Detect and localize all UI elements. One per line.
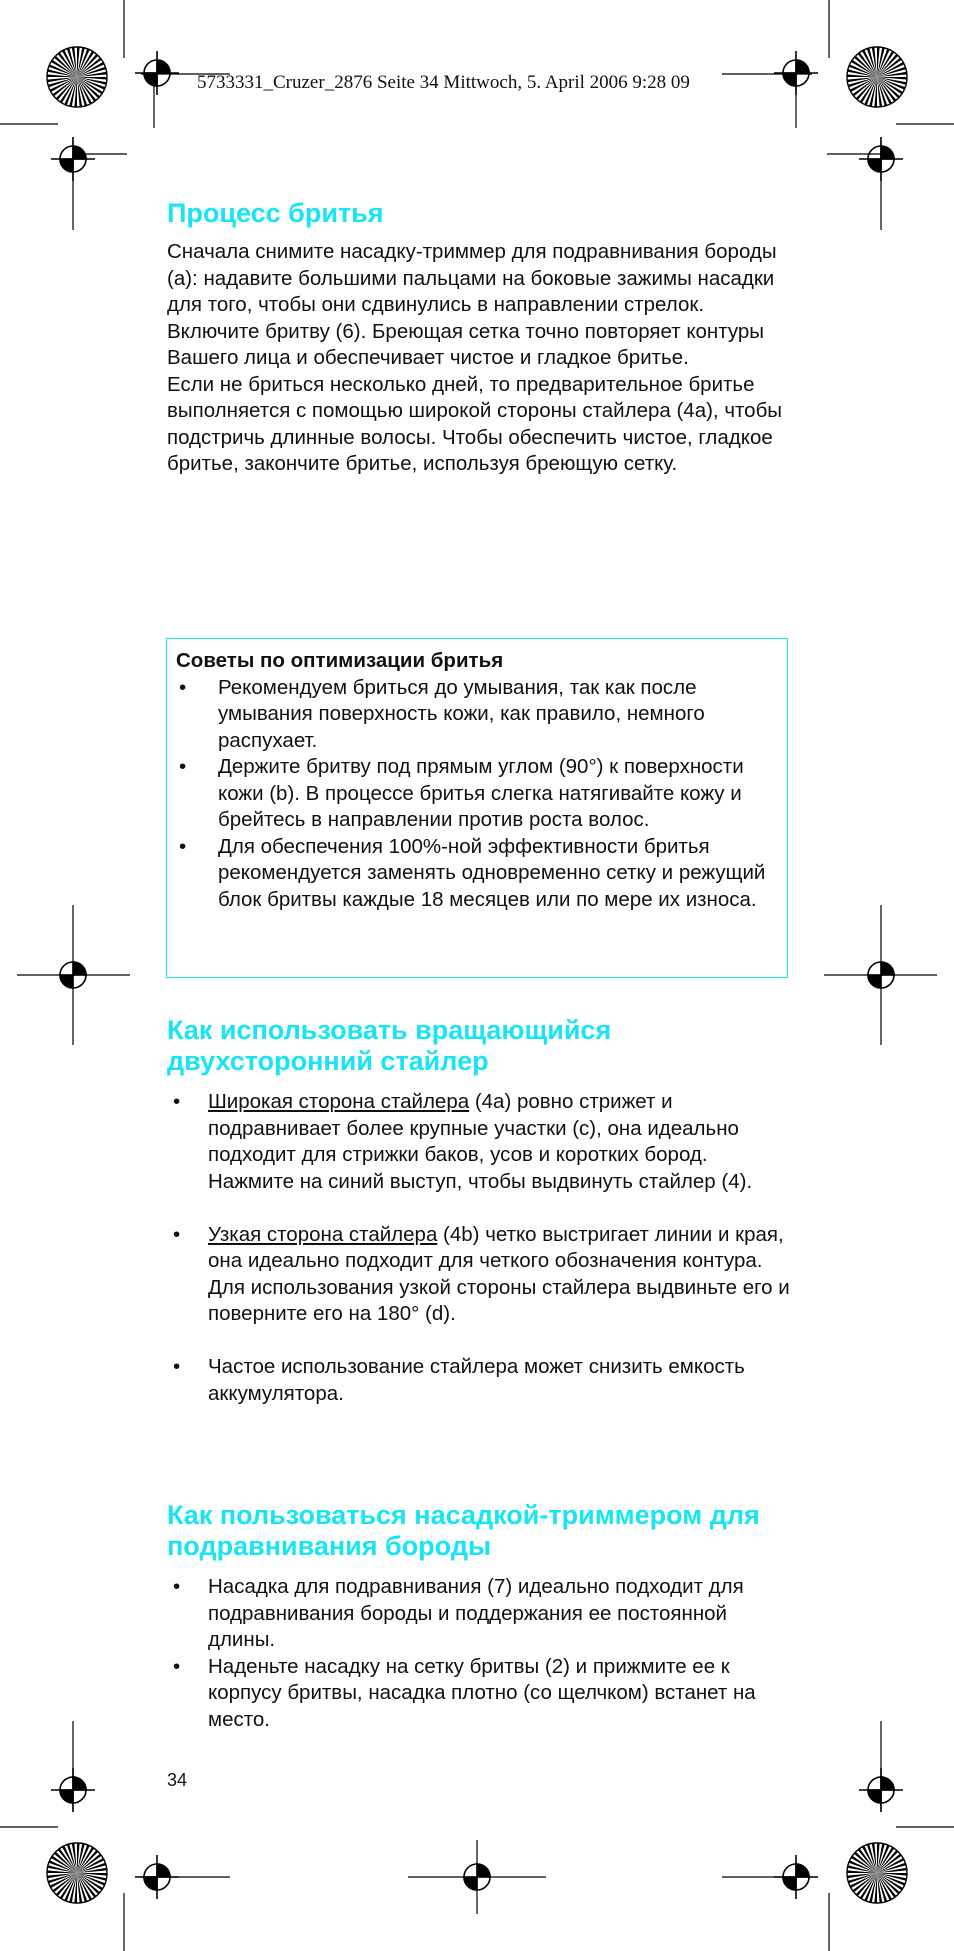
underlined-term: Узкая сторона стайлера: [208, 1222, 438, 1246]
page-number: 34: [167, 1770, 188, 1790]
styler-list: [167, 1089, 797, 1407]
bullet: •: [173, 1222, 181, 1246]
bullet: •: [173, 1355, 181, 1378]
list-item-text: Держите бритву под прямым углом (90°) к поверхности кожи (b). В процессе бритья слегка натягивайте кожу и брейтесь в направлении против роста волос.: [218, 755, 744, 831]
starburst-mark: [47, 47, 107, 107]
bullet: •: [179, 834, 187, 858]
list-item-text: Для обеспечения 100%-ной эффективности бритья рекомендуется заменять одновременно сетку и режущий блок бритвы каждые 18 месяцев или по мере их износа.: [218, 834, 766, 911]
list-item: [176, 834, 777, 914]
list-item: [176, 675, 777, 755]
paragraph: Если не бриться несколько дней, то предварительное бритье выполняется с помощью широкой стороны стайлера (4a), чтобы подстричь длинные волосы. Чтобы обеспечить чистое, гладкое бритье, закончите бритье, используя бреющую сетку.: [167, 372, 783, 475]
paragraph: Включите бритву (6). Бреющая сетка точно повторяет контуры Вашего лица и обеспечивает чистое и гладкое бритье.: [167, 319, 765, 369]
list-item: [167, 1654, 797, 1734]
list-item: [176, 754, 777, 834]
starburst-mark: [847, 47, 907, 107]
underlined-term: Широкая сторона стайлера: [208, 1090, 470, 1113]
bullet: •: [179, 755, 187, 778]
tips-list: [176, 675, 777, 914]
starburst-mark: [47, 1843, 107, 1903]
section-styler: [167, 1015, 797, 1407]
section-title-beard-trimmer: Как пользоваться насадкой-триммером для подравнивания бороды: [167, 1500, 760, 1561]
section-shaving-process: [167, 198, 797, 478]
list-item: [167, 1089, 797, 1195]
starburst-mark: [847, 1843, 907, 1903]
trimmer-list: [167, 1574, 797, 1733]
bullet: •: [179, 675, 187, 699]
paragraph: Сначала снимите насадку-триммер для подравнивания бороды (a): надавите большими пальцами на боковые зажимы насадки для того, чтобы они сдвинулись в направлении стрелок.: [167, 240, 777, 316]
tips-title: Советы по оптимизации бритья: [176, 649, 504, 672]
list-item-text: Частое использование стайлера может снизить емкость аккумулятора.: [208, 1355, 745, 1405]
bullet: •: [173, 1575, 181, 1598]
section-title-styler: Как использовать вращающийся двухсторонний стайлер: [167, 1015, 612, 1076]
list-item-text: (4b) четко выстригает линии и края, она идеально подходит для четкого обозначения контура. Для использования узкой стороны стайлера выдвиньте его и поверните его на 180° (d).: [208, 1222, 790, 1325]
list-item: [167, 1574, 797, 1654]
list-item-text: Наденьте насадку на сетку бритвы (2) и прижмите ее к корпусу бритвы, насадка плотно (со щелчком) встанет на место.: [208, 1654, 756, 1731]
section-title-shaving-process: Процесс бритья: [167, 198, 384, 228]
list-item-text: Насадка для подравнивания (7) идеально подходит для подравнивания бороды и поддержания ее постоянной длины.: [208, 1575, 744, 1651]
bullet: •: [173, 1090, 181, 1113]
bullet: •: [173, 1654, 181, 1678]
section-beard-trimmer: [167, 1500, 797, 1733]
tips-box: [166, 638, 788, 978]
print-slug: 5733331_Cruzer_2876 Seite 34 Mittwoch, 5. April 2006 9:28 09: [197, 72, 690, 93]
list-item: [167, 1354, 797, 1407]
list-item: [167, 1222, 797, 1328]
list-item-text: Рекомендуем бриться до умывания, так как после умывания поверхность кожи, как правило, немного распухает.: [218, 675, 705, 752]
list-item-text: (4a) ровно стрижет и подравнивает более крупные участки (c), она идеально подходит для стрижки баков, усов и коротких бород. Нажмите на синий выступ, чтобы выдвинуть стайлер (4).: [208, 1090, 753, 1193]
